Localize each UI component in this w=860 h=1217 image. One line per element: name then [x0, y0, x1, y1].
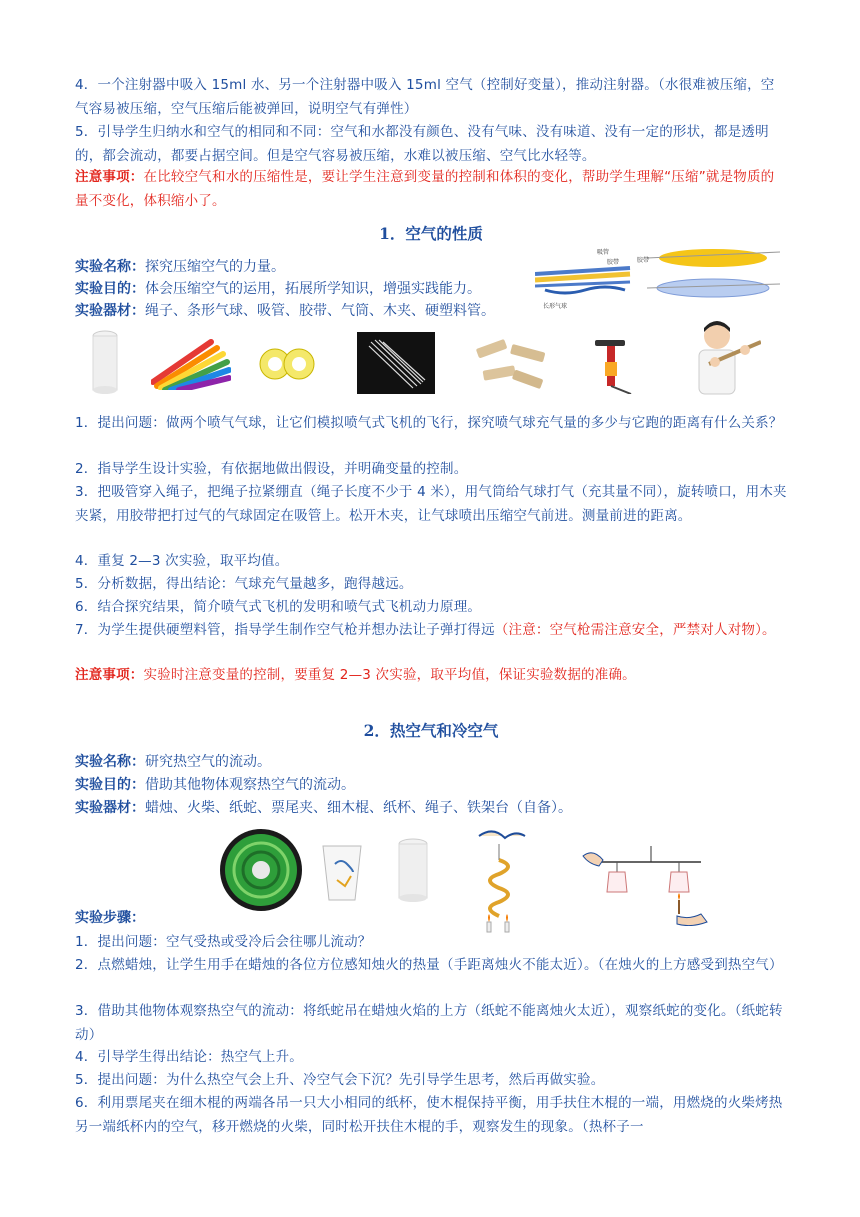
intro-step-4: 4．一个注射器中吸入 15ml 水、另一个注射器中吸入 15ml 空气（控制好变量），推动注射器。（水很难被压缩，空气容易被压缩，空气压缩后能被弹回，说明空气有弹性）	[75, 77, 775, 117]
section2-step-2: 2．点燃蜡烛，让学生用手在蜡烛的各位方位感知烛火的热量（手距离烛火不能太近）。（在烛火的上方感受到热空气）	[75, 957, 783, 973]
string-spool-image	[393, 838, 433, 904]
section1-name-label: 实验名称：	[75, 259, 145, 275]
section1-materials-label: 实验器材：	[75, 303, 145, 319]
section2-step-1: 1．提出问题：空气受热或受冷后会往哪儿流动？	[75, 934, 372, 950]
section1-note-text: 实验时注意变量的控制，要重复 2—3 次实验，取平均值，保证实验数据的准确。	[143, 667, 636, 683]
section1-name	[75, 256, 285, 278]
section1-title: 1．空气的性质	[379, 224, 483, 243]
section2-steps-label: 实验步骤：	[75, 910, 145, 926]
section1-note-label: 注意事项：	[75, 667, 144, 683]
cup-balance-experiment-image	[581, 846, 713, 926]
air-pump-image	[591, 332, 639, 394]
section2-purpose-label: 实验目的：	[75, 777, 145, 793]
long-balloons-image	[151, 334, 231, 390]
section1-step-5: 5．分析数据，得出结论：气球充气量越多，跑得越远。	[75, 576, 413, 592]
section1-name-value: 探究压缩空气的力量。	[145, 259, 285, 275]
section1-materials-images	[75, 330, 787, 394]
section2-step-4: 4．引导学生得出结论：热空气上升。	[75, 1049, 303, 1065]
section1-step-6: 6．结合探究结果，简介喷气式飞机的发明和喷气式飞机动力原理。	[75, 599, 482, 615]
section1-purpose-label: 实验目的：	[75, 281, 145, 297]
section1-step-7-main: 7．为学生提供硬塑料管，指导学生制作空气枪并想办法让子弹打得远	[75, 622, 495, 638]
section1-step-2: 2．指导学生设计实验，有依据地做出假设，并明确变量的控制。	[75, 461, 468, 477]
paper-snake-spiral-image	[217, 828, 305, 912]
section1-step-4: 4．重复 2—3 次实验，取平均值。	[75, 553, 289, 569]
balloon-label: 长形气球	[543, 303, 568, 310]
section2-name-value: 研究热空气的流动。	[145, 754, 271, 770]
section1-step-1: 1．提出问题：做两个喷气气球，让它们模拟喷气式飞机的飞行，探究喷气球充气量的多少与它跑的距离有什么关系？	[75, 415, 783, 431]
section2-purpose	[75, 774, 355, 796]
boy-with-pump-image	[685, 318, 761, 396]
intro-note-label: 注意事项：	[75, 169, 144, 185]
section2-name-label: 实验名称：	[75, 754, 145, 770]
section2-materials	[75, 797, 572, 819]
section2-step-6: 6．利用票尾夹在细木棍的两端各吊一只大小相同的纸杯，使木棍保持平衡，用手扶住木棍的一端，用燃烧的火柴烤热另一端纸杯内的空气，移开燃烧的火柴，同时松开扶住木棍的手，观察发生的现象。（热杯子一	[75, 1095, 783, 1135]
section1-step-7-safety-note: （注意：空气枪需注意安全，严禁对人对物）。	[494, 622, 776, 638]
section2-title: 2．热空气和冷空气	[363, 721, 499, 740]
section1-purpose-value: 体会压缩空气的运用，拓展所学知识，增强实践能力。	[145, 281, 481, 297]
section2-materials-value: 蜡烛、火柴、纸蛇、票尾夹、细木棍、纸杯、绳子、铁架台（自备）。	[145, 800, 572, 816]
section2-materials-label: 实验器材：	[75, 800, 145, 816]
section2-step-3: 3．借助其他物体观察热空气的流动：将纸蛇吊在蜡烛火焰的上方（纸蛇不能离烛火太近），观察纸蛇的变化。（纸蛇转动）	[75, 1003, 783, 1043]
clothespins-image	[471, 336, 553, 394]
thread-spool-image	[87, 330, 123, 394]
balloon-rocket-diagram	[535, 244, 787, 316]
section1-step-3: 3．把吸管穿入绳子，把绳子拉紧绷直（绳子长度不少于 4 米），用气筒给气球打气（充其量不同），旋转喷口，用木夹夹紧，用胶带把打过气的气球固定在吸管上。松开木夹，让气球喷出压缩空气前进。测量前进的距离。	[75, 484, 787, 524]
section2-step-5: 5．提出问题：为什么热空气会上升、冷空气会下沉？先引导学生思考，然后再做实验。	[75, 1072, 605, 1088]
section1-purpose	[75, 278, 481, 300]
snake-over-candles-image	[469, 826, 529, 934]
tape-label: 胶带	[607, 259, 620, 266]
tape-rolls-image	[259, 346, 315, 382]
section2-name	[75, 751, 271, 773]
section1-note	[75, 664, 787, 688]
intro-note-text: 在比较空气和水的压缩性是，要让学生注意到变量的控制和体积的变化，帮助学生理解“压缩”就是物质的量不变化，体积缩小了。	[75, 169, 775, 209]
intro-step-5: 5．引导学生归纳水和空气的相同和不同：空气和水都没有颜色、没有气味、没有味道、没有一定的形状，都是透明的，都会流动，都要占据空间。但是空气容易被压缩，水难以被压缩、空气比水轻等。	[75, 124, 769, 164]
straws-image	[357, 332, 435, 394]
straw-label: 吸管	[597, 249, 610, 256]
intro-note	[75, 166, 787, 213]
section1-step-7	[75, 619, 787, 643]
section1-materials	[75, 300, 495, 322]
section1-materials-value: 绳子、条形气球、吸管、胶带、气筒、木夹、硬塑料管。	[145, 303, 495, 319]
section2-purpose-value: 借助其他物体观察热空气的流动。	[145, 777, 355, 793]
paper-cup-image	[321, 842, 363, 902]
svg-text:胶带: 胶带	[637, 257, 650, 264]
